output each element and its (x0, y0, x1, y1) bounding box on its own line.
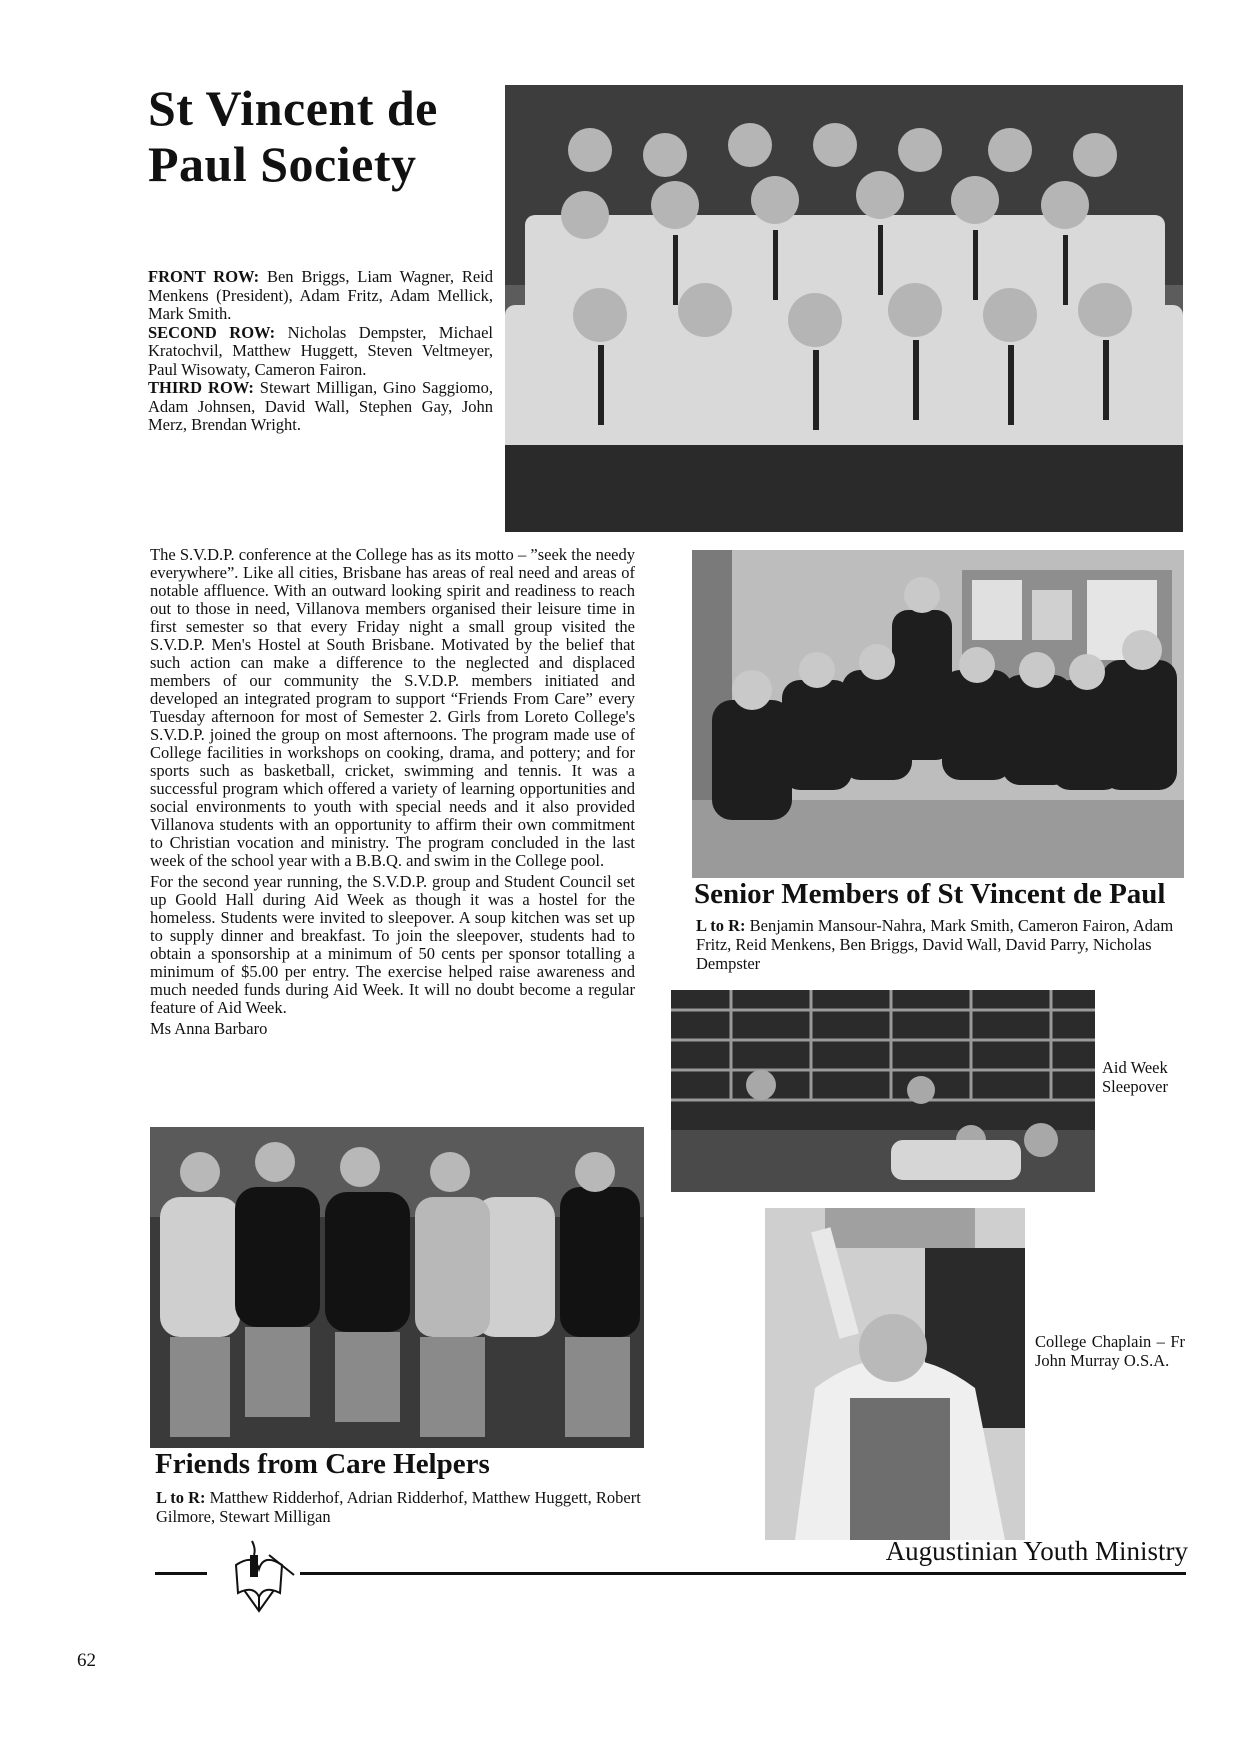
article-paragraph-2: For the second year running, the S.V.D.P. group and Student Council set up Goold Hall during Aid Week as though it was a hostel for the homeless. Students were invited to sleepover. A soup kitchen was set up to supply dinner and breakfast. To join the sleepover, students had to obtain a sponsorship at a minimum of 50 cents per sponsor totalling a minimum of $5.00 per entry. The exercise helped raise awareness and much needed funds during Aid Week. It will no doubt become a regular feature of Aid Week. (150, 872, 635, 1017)
third-row-label: THIRD ROW: (148, 378, 254, 397)
senior-members-names: Benjamin Mansour-Nahra, Mark Smith, Cameron Fairon, Adam Fritz, Reid Menkens, Ben Briggs, David Wall, David Parry, Nicholas Dempster (696, 916, 1174, 973)
aid-week-photo (671, 990, 1095, 1192)
article-body (150, 546, 635, 1041)
friends-from-care-names: Matthew Ridderhof, Adrian Ridderhof, Matthew Huggett, Robert Gilmore, Stewart Milligan (156, 1488, 641, 1526)
senior-members-photo (692, 550, 1184, 878)
second-row-names: Nicholas Dempster, Michael Kratochvil, Matthew Huggett, Steven Veltmeyer, Paul Wisowaty, Cameron Fairon. (148, 322, 493, 379)
page-title (148, 80, 488, 192)
senior-members-caption (696, 916, 1186, 973)
page-title-line-1: St Vincent de (148, 80, 438, 136)
friends-from-care-caption (156, 1488, 641, 1526)
ministry-logo (214, 1535, 304, 1615)
ministry-title: Augustinian Youth Ministry (885, 1536, 1188, 1566)
senior-members-heading: Senior Members of St Vincent de Paul (694, 878, 1166, 910)
chaplain-caption: College Chaplain – Fr John Murray O.S.A. (1035, 1332, 1185, 1370)
footer-rule-right (300, 1572, 1186, 1575)
article-paragraph-1: The S.V.D.P. conference at the College has as its motto – ”seek the needy everywhere”. Like all cities, Brisbane has areas of real need and areas of notable affluence. With an outward looking spirit and readiness to reach out to those in need, Villanova members organised their leisure time in first semester so that every Friday night a small group visited the S.V.D.P. Men's Hostel at South Brisbane. Motivated by the belief that such action can make a difference to the neglected and displaced members of our community the S.V.D.P. members initiated and developed an integrated program to support “Friends From Care” every Tuesday afternoon for most of Semester 2. Girls from Loreto College's S.V.D.P. joined the group on most afternoons. The program made use of College facilities in workshops on cooking, drama, and pottery; and for sports such as basketball, cricket, swimming and tennis. It was a successful program which offered a variety of learning opportunities and social environments to youth with special needs and it also provided Villanova students with an opportunity to affirm their own commitment to Christian vocation and ministry. The program concluded in the last week of the school year with a B.B.Q. and swim in the College pool. (150, 545, 635, 870)
third-row-names: Stewart Milligan, Gino Saggiomo, Adam Johnsen, David Wall, Stephen Gay, John Merz, Brendan Wright. (148, 378, 493, 434)
footer-rule-left (155, 1572, 207, 1575)
friends-from-care-lr-label: L to R: (156, 1488, 206, 1507)
page-title-line-2: Paul Society (148, 136, 417, 192)
front-row-label: FRONT ROW: (148, 267, 260, 286)
aid-week-caption: Aid Week Sleepover (1102, 1058, 1168, 1096)
second-row-label: SECOND ROW: (148, 322, 276, 342)
group-photo (505, 85, 1183, 532)
article-author: Ms Anna Barbaro (150, 1019, 268, 1038)
friends-from-care-photo (150, 1127, 644, 1448)
page-number: 62 (77, 1650, 96, 1671)
friends-from-care-heading: Friends from Care Helpers (155, 1448, 490, 1480)
chaplain-photo (765, 1208, 1025, 1540)
group-photo-caption (148, 268, 493, 435)
senior-members-lr-label: L to R: (696, 916, 746, 935)
front-row-names: Ben Briggs, Liam Wagner, Reid Menkens (President), Adam Fritz, Adam Mellick, Mark Smith. (148, 267, 493, 323)
